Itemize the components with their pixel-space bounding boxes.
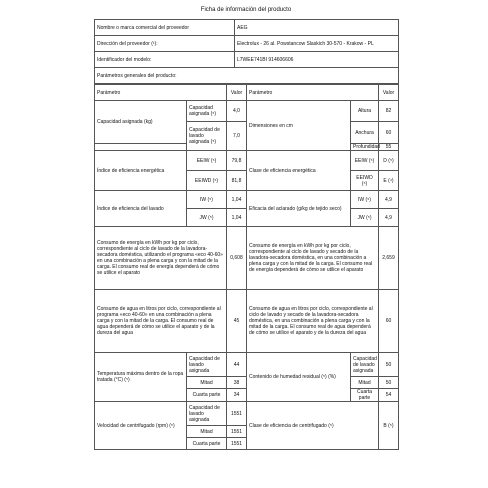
energy-consumption-dry-text: Consumo de energía en kWh por kg por ciclo, correspondiente al ciclo de lavado y secado de la lavadora-secadora doméstica, en una combinación a plena carga y con la mitad de la carga. El consumo real de energía dependerá de cómo se utilice el aparato <box>247 227 379 290</box>
jw2-value: 4,9 <box>379 209 399 227</box>
spin-class-value: B (⁵) <box>379 402 399 450</box>
sheet-title: Ficha de información del producto <box>200 7 292 13</box>
water-consumption-row <box>95 290 399 353</box>
spin-speed-label: Velocidad de centrifugado (rpm) (⁵) <box>95 402 187 450</box>
model-id-row <box>95 52 399 68</box>
washing-row-1 <box>95 191 399 209</box>
column-header-row <box>95 85 399 101</box>
depth-label: Profundidad <box>351 144 379 151</box>
eei-wd-label: EEIWD (⁵) <box>187 171 227 191</box>
capacity-row-1 <box>95 101 399 122</box>
class-w-label: EEIW (⁵) <box>351 151 379 171</box>
temperature-label: Temperatura máxima dentro de la ropa tratada (°C) (⁵) <box>95 353 187 402</box>
capacity-spacer <box>95 144 187 151</box>
iw2-label: IW (⁵) <box>351 191 379 209</box>
class-wd-value: E (⁴) <box>379 171 399 191</box>
washing-index-label: Índice de eficiencia del lavado <box>95 191 187 227</box>
iw2-value: 4,9 <box>379 191 399 209</box>
model-id-label: Identificador del modelo: <box>95 52 235 68</box>
col-value-header: Valor <box>227 85 247 101</box>
temp-full-value: 44 <box>227 353 247 377</box>
capacity-label: Capacidad asignada (kg) <box>95 101 187 144</box>
energy-class-label: Clase de eficiencia energética <box>247 151 351 191</box>
rinse-label: Eficacia del aclarado (g/kg de tejido seco) <box>247 191 351 227</box>
jw-label: JW (⁵) <box>187 209 227 227</box>
moist-quarter-value: 54 <box>379 389 399 402</box>
water-consumption-wash-text: Consumo de agua en litros por ciclo, correspondiente al programa «eco 40-60» en una combinación a plena carga y con la mitad de la carga. El consumo real de agua dependerá de cómo se utilice el aparato y de la dureza del agua <box>95 290 227 353</box>
class-wd-label: EEIWD (⁵) <box>351 171 379 191</box>
general-params-label: Parámetros generales del producto: <box>95 68 399 84</box>
model-id-value: L7WEE741BI 914606606 <box>235 52 399 68</box>
spin-class-label: Clase de eficiencia de centrifugado (⁵) <box>247 402 379 450</box>
supplier-address-row <box>95 36 399 52</box>
temp-half-label: Mitad <box>187 377 227 389</box>
height-value: 82 <box>379 101 399 122</box>
temp-half-value: 38 <box>227 377 247 389</box>
moist-full-value: 50 <box>379 353 399 377</box>
spin-row-1 <box>95 402 399 426</box>
water-consumption-dry-text: Consumo de agua en litros por ciclo, correspondiente al ciclo de lavado y secado de la lavadora-secadora doméstica, en una combinación a plena carga y con la mitad de la carga. El consumo real de agua dependerá de cómo se utilice el aparato y de la dureza del agua <box>247 290 379 353</box>
moist-quarter-label: Cuarta parte <box>351 389 379 402</box>
supplier-table <box>94 19 399 84</box>
eei-wd-value: 81,8 <box>227 171 247 191</box>
supplier-name-row <box>95 20 399 36</box>
energy-consumption-dry-value: 2,659 <box>379 227 399 290</box>
width-label: Anchura <box>351 122 379 144</box>
capacity-dry-value: 7,0 <box>227 122 247 151</box>
energy-index-label: Índice de eficiencia energética <box>95 151 187 191</box>
energy-consumption-wash-value: 0,608 <box>227 227 247 290</box>
water-consumption-dry-value: 60 <box>379 290 399 353</box>
moist-full-label: Capacidad de lavado asignada <box>351 353 379 377</box>
spin-full-value: 1551 <box>227 402 247 426</box>
jw2-label: JW (⁵) <box>351 209 379 227</box>
iw-value: 1,04 <box>227 191 247 209</box>
spin-quarter-value: 1551 <box>227 438 247 450</box>
supplier-name-label: Nombre o marca comercial del proveedor <box>95 20 235 36</box>
general-params-row <box>95 68 399 84</box>
iw-label: IW (⁵) <box>187 191 227 209</box>
spin-half-value: 1551 <box>227 426 247 438</box>
width-value: 60 <box>379 122 399 144</box>
col-param-header: Parámetro <box>95 85 227 101</box>
supplier-address-value: Electrolux - 26 al. Powstancow Slaskich 30-570 - Krakow - PL <box>235 36 399 52</box>
capacity-wash-value: 4,0 <box>227 101 247 122</box>
supplier-name-value: AEG <box>235 20 399 36</box>
moisture-label: Contenido de humedad residual (⁵) (%) <box>247 353 351 402</box>
spin-half-label: Mitad <box>187 426 227 438</box>
class-w-value: D (⁵) <box>379 151 399 171</box>
supplier-address-label: Dirección del proveedor (¹): <box>95 36 235 52</box>
depth-value: 55 <box>379 144 399 151</box>
energy-consumption-wash-text: Consumo de energía en kWh por kg por ciclo, correspondiente al ciclo de lavado de la lavadora-secadora doméstica, utilizando el programa «eco 40-60» en una combinación a plena carga y con la mitad de la carga. El consumo real de energía dependerá de cómo se utilice el aparato <box>95 227 227 290</box>
temp-quarter-label: Cuarta parte <box>187 389 227 402</box>
eei-w-value: 79,8 <box>227 151 247 171</box>
temp-full-label: Capacidad de lavado asignada <box>187 353 227 377</box>
spin-full-label: Capacidad de lavado asignada <box>187 402 227 426</box>
height-label: Altura <box>351 101 379 122</box>
capacity-dry-label: Capacidad de lavado asignada (⁵) <box>187 122 227 151</box>
params-table <box>94 84 399 450</box>
capacity-wash-label: Capacidad asignada (⁵) <box>187 101 227 122</box>
water-consumption-wash-value: 45 <box>227 290 247 353</box>
spin-quarter-label: Cuarta parte <box>187 438 227 450</box>
moist-half-label: Mitad <box>351 377 379 389</box>
jw-value: 1,04 <box>227 209 247 227</box>
dimensions-label: Dimensiones en cm <box>247 101 351 151</box>
energy-row-1 <box>95 151 399 171</box>
col-param2-header: Parámetro <box>247 85 379 101</box>
moist-half-value: 50 <box>379 377 399 389</box>
temp-quarter-value: 34 <box>227 389 247 402</box>
col-value2-header: Valor <box>379 85 399 101</box>
product-info-sheet <box>94 0 398 450</box>
energy-consumption-row <box>95 227 399 290</box>
eei-w-label: EEIW (⁵) <box>187 151 227 171</box>
temperature-row-1 <box>95 353 399 377</box>
